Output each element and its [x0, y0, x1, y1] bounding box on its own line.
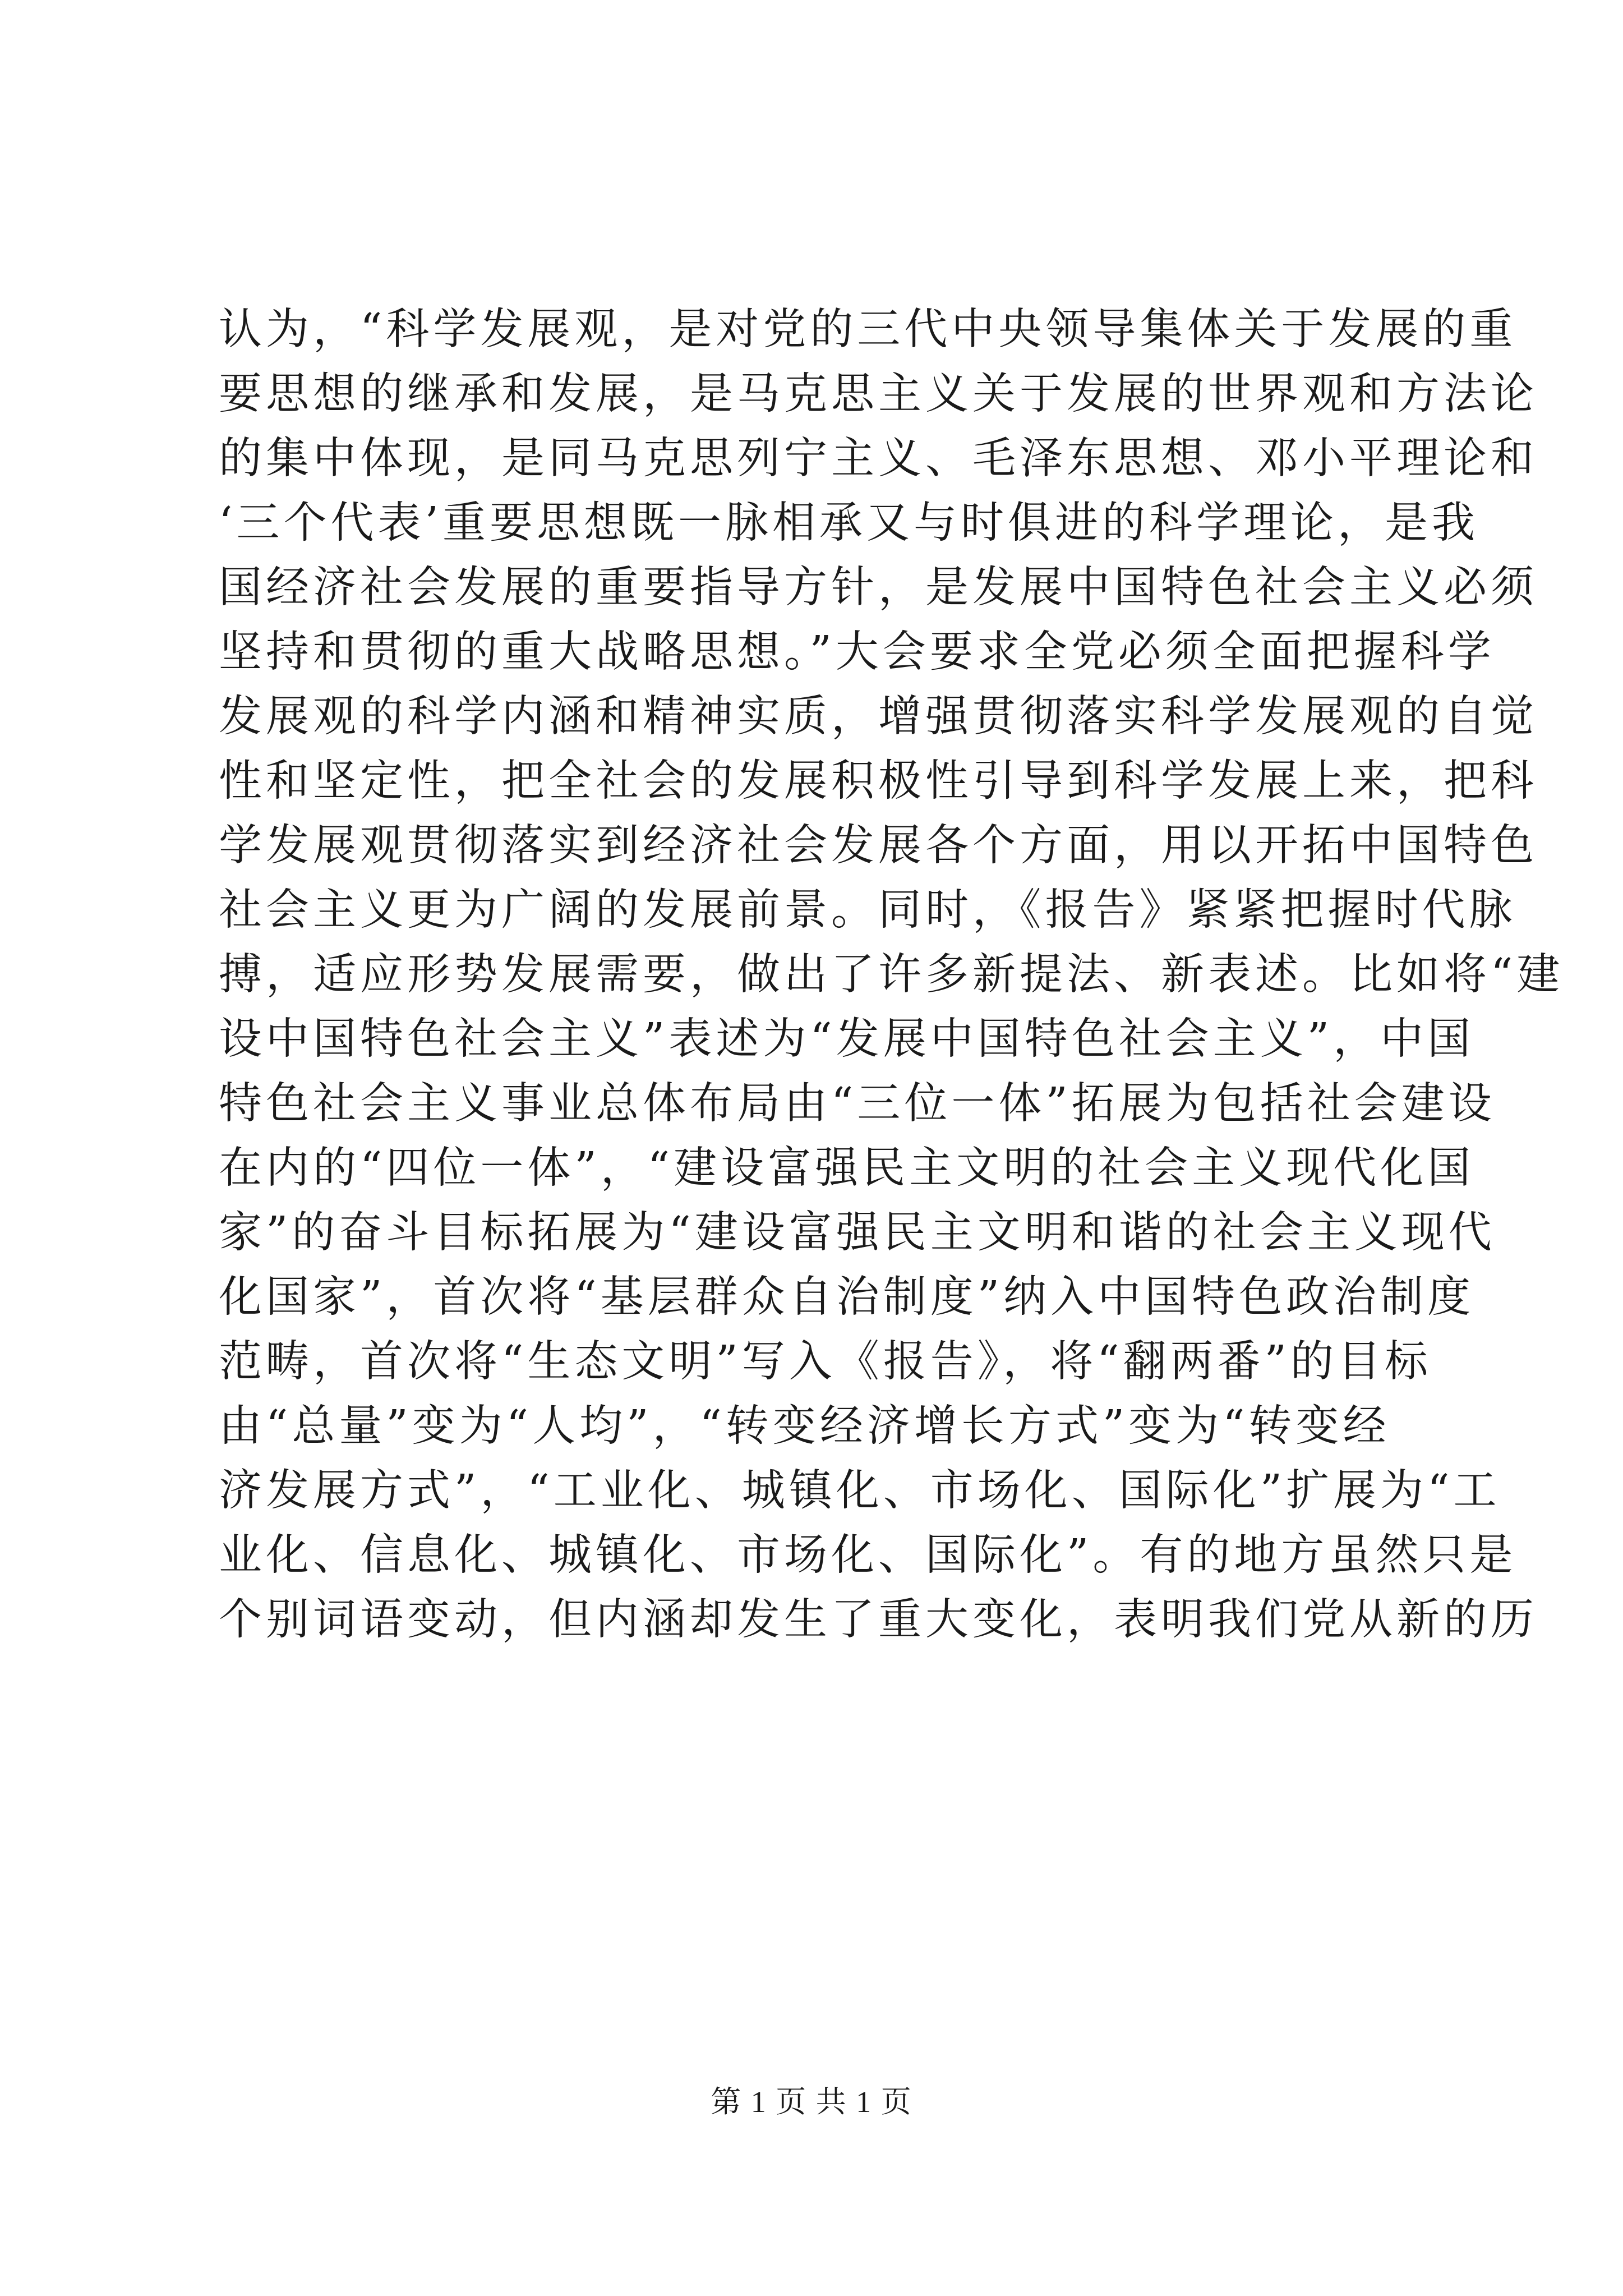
text-line: 济发展方式”，“工业化、城镇化、市场化、国际化”扩展为“工 — [219, 1466, 1501, 1516]
page-number-footer: 第 1 页 共 1 页 — [711, 2085, 912, 2119]
text-line: 的集中体现，是同马克思列宁主义、毛泽东思想、邓小平理论和 — [219, 434, 1538, 484]
text-line: 设中国特色社会主义”表述为“发展中国特色社会主义”，中国 — [219, 1014, 1475, 1064]
text-line: 搏，适应形势发展需要，做出了许多新提法、新表述。比如将“建 — [219, 950, 1564, 1000]
text-line: 个别词语变动，但内涵却发生了重大变化，表明我们党从新的历 — [219, 1595, 1538, 1645]
text-line: 业化、信息化、城镇化、市场化、国际化”。有的地方虽然只是 — [219, 1530, 1517, 1580]
text-line: 认为，“科学发展观，是对党的三代中央领导集体关于发展的重 — [219, 305, 1517, 355]
body-text — [219, 297, 1564, 1652]
text-line: 家”的奋斗目标拓展为“建设富强民主文明和谐的社会主义现代 — [219, 1208, 1496, 1258]
text-line: 坚持和贯彻的重大战略思想。”大会要求全党必须全面把握科学 — [219, 627, 1495, 677]
text-line: 性和坚定性，把全社会的发展积极性引导到科学发展上来，把科 — [219, 756, 1538, 806]
text-line: 社会主义更为广阔的发展前景。同时，《报告》紧紧把握时代脉 — [219, 885, 1516, 935]
text-line: 由“总量”变为“人均”，“转变经济增长方式”变为“转变经 — [219, 1401, 1390, 1451]
text-line: 学发展观贯彻落实到经济社会发展各个方面，用以开拓中国特色 — [219, 821, 1538, 871]
text-line: 特色社会主义事业总体布局由“三位一体”拓展为包括社会建设 — [219, 1079, 1496, 1129]
text-line: 要思想的继承和发展，是马克思主义关于发展的世界观和方法论 — [219, 369, 1538, 419]
text-line: 化国家”，首次将“基层群众自治制度”纳入中国特色政治制度 — [219, 1272, 1475, 1322]
text-line: 发展观的科学内涵和精神实质，增强贯彻落实科学发展观的自觉 — [219, 692, 1538, 742]
text-line: 国经济社会发展的重要指导方针，是发展中国特色社会主义必须 — [219, 563, 1538, 613]
text-line: ‘三个代表’重要思想既一脉相承又与时俱进的科学理论，是我 — [219, 498, 1479, 548]
text-line: 在内的“四位一体”，“建设富强民主文明的社会主义现代化国 — [219, 1143, 1475, 1193]
text-line: 范畴，首次将“生态文明”写入《报告》，将“翻两番”的目标 — [219, 1337, 1432, 1387]
